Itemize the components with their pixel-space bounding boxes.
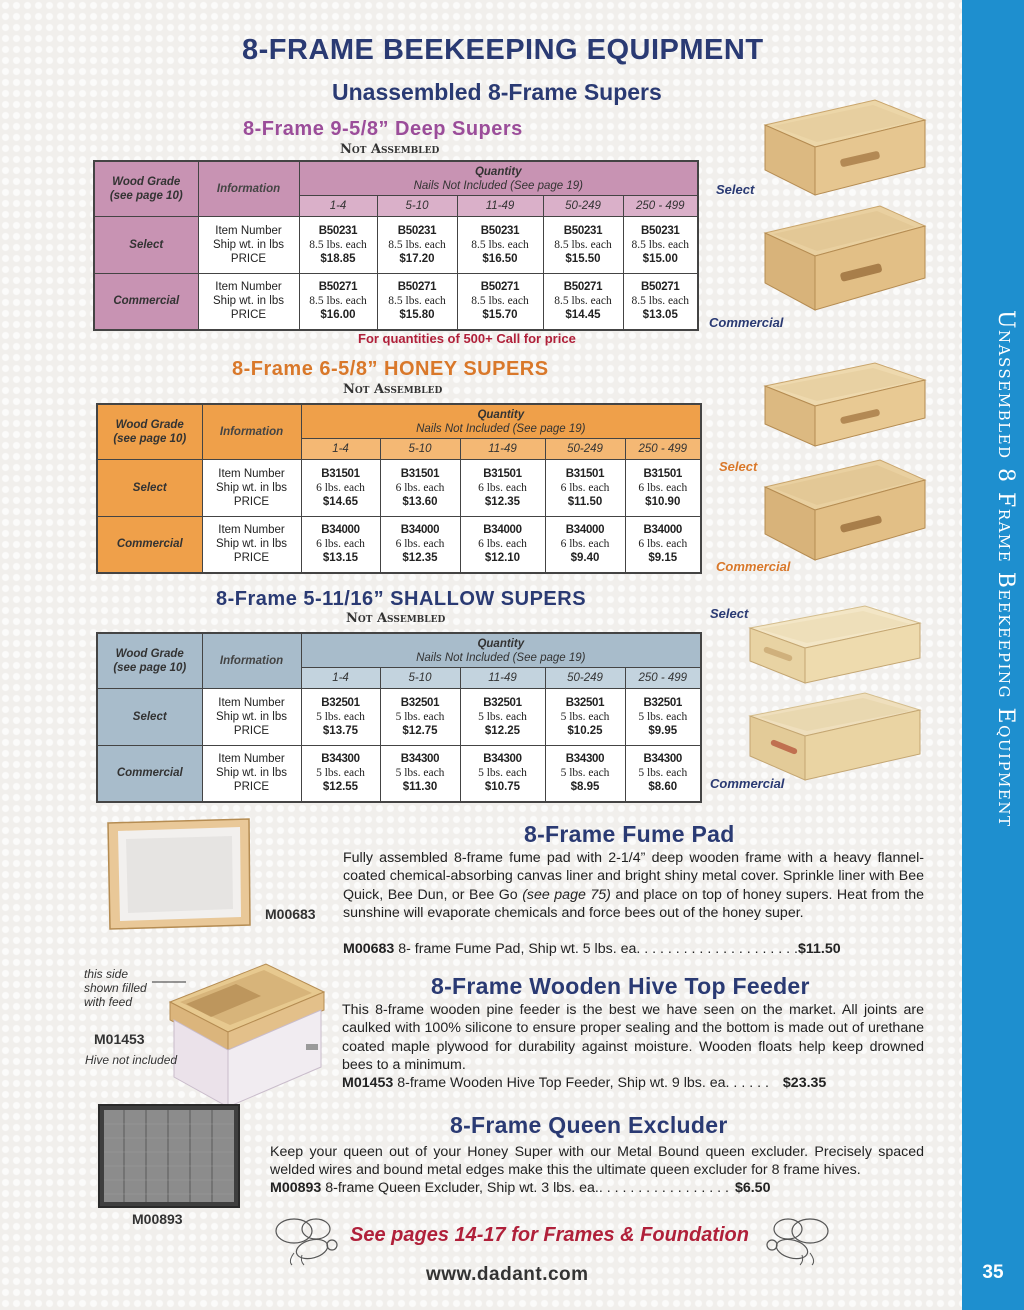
- feeder-description: This 8-frame wooden pine feeder is the best we have seen on the market. All joints are caulked with 100% silicone to ensure proper sealing and the bottom is made out of urethane coated maple plywood for durability against moisture. Wooden floats help keep drowned bees to a minimum.: [342, 1002, 924, 1074]
- qty-range: 250 - 499: [625, 439, 701, 460]
- deep-supers-table: [93, 160, 699, 331]
- price-cell: B50231 8.5 lbs. each $18.85: [299, 217, 377, 274]
- fume-pad-code: M00683: [265, 906, 316, 922]
- price-cell: B34300 5 lbs. each $11.30: [380, 745, 460, 802]
- pointer-arrow-icon: [150, 970, 190, 990]
- deep-supers-title: 8-Frame 9-5/8” Deep Supers: [243, 118, 523, 140]
- hive-top-feeder-image: [166, 962, 326, 1110]
- qty-range: 5-10: [380, 668, 460, 689]
- frames-foundation-banner: See pages 14-17 for Frames & Foundation: [350, 1224, 749, 1246]
- grade-commercial: Commercial: [97, 516, 202, 573]
- honey-super-select-image: [755, 358, 930, 453]
- honey-super-commercial-image: [755, 452, 930, 572]
- grade-select: Select: [97, 460, 202, 517]
- price-cell: B34000 6 lbs. each $12.10: [460, 516, 545, 573]
- page-number: 35: [982, 1262, 1004, 1283]
- shallow-super-select-image: [745, 603, 925, 693]
- price-cell: B32501 5 lbs. each $12.25: [460, 689, 545, 746]
- label-commercial-shallow: Commercial: [710, 776, 785, 791]
- qty-range: 1-4: [301, 439, 380, 460]
- excluder-description: Keep your queen out of your Honey Super with our Metal Bound queen excluder. Precisely spaced welded wires and bound metal edges make this the ultimate queen excluder for 8 frame hives.: [270, 1144, 924, 1179]
- price-cell: B50231 8.5 lbs. each $15.00: [623, 217, 698, 274]
- quantity-header: Quantity Nails Not Included (See page 19): [301, 633, 701, 668]
- shallow-not-assembled: Not Assembled: [346, 611, 446, 626]
- bee-icon: [752, 1215, 832, 1267]
- price-cell: B32501 5 lbs. each $10.25: [545, 689, 625, 746]
- honey-not-assembled: Not Assembled: [343, 382, 443, 397]
- qty-range: 50-249: [545, 668, 625, 689]
- price-cell: B50231 8.5 lbs. each $16.50: [457, 217, 543, 274]
- honey-supers-title: 8-Frame 6-5/8” HONEY SUPERS: [232, 358, 549, 380]
- info-cell: Item Number Ship wt. in lbs PRICE: [202, 745, 301, 802]
- wood-grade-header: Wood Grade (see page 10): [94, 161, 198, 217]
- qty-range: 11-49: [460, 439, 545, 460]
- quantity-header: Quantity Nails Not Included (See page 19): [301, 404, 701, 439]
- info-cell: Item Number Ship wt. in lbs PRICE: [198, 273, 299, 330]
- side-title: Unassembled 8 Frame Beekeeping Equipment: [993, 310, 1018, 828]
- price-cell: B50271 8.5 lbs. each $15.80: [377, 273, 457, 330]
- price-cell: B31501 6 lbs. each $12.35: [460, 460, 545, 517]
- price-cell: B50271 8.5 lbs. each $16.00: [299, 273, 377, 330]
- price-cell: B32501 5 lbs. each $12.75: [380, 689, 460, 746]
- feeder-code: M01453: [94, 1031, 145, 1047]
- qty-range: 250 - 499: [625, 668, 701, 689]
- price-cell: B34000 6 lbs. each $9.15: [625, 516, 701, 573]
- information-header: Information: [202, 633, 301, 689]
- wood-grade-header: Wood Grade (see page 10): [97, 633, 202, 689]
- quantity-header: Quantity Nails Not Included (See page 19): [299, 161, 698, 196]
- call-for-price-note: For quantities of 500+ Call for price: [358, 331, 576, 346]
- qty-range: 50-249: [543, 196, 623, 217]
- info-cell: Item Number Ship wt. in lbs PRICE: [198, 217, 299, 274]
- fume-pad-image: [104, 817, 254, 932]
- bee-icon: [272, 1215, 352, 1267]
- info-cell: Item Number Ship wt. in lbs PRICE: [202, 689, 301, 746]
- grade-select: Select: [94, 217, 198, 274]
- information-header: Information: [202, 404, 301, 460]
- qty-range: 5-10: [380, 439, 460, 460]
- grade-select: Select: [97, 689, 202, 746]
- deep-super-select-image: [755, 95, 930, 200]
- honey-supers-table: [96, 403, 702, 574]
- fume-pad-order-line: M00683 8- frame Fume Pad, Ship wt. 5 lbs. ea. . . . . . . . . . . . . . . . . . . . .$11.50: [343, 941, 841, 957]
- grade-commercial: Commercial: [97, 745, 202, 802]
- price-cell: B31501 6 lbs. each $10.90: [625, 460, 701, 517]
- label-select-honey: Select: [719, 459, 758, 474]
- price-cell: B50231 8.5 lbs. each $15.50: [543, 217, 623, 274]
- qty-range: 11-49: [460, 668, 545, 689]
- price-cell: B32501 5 lbs. each $13.75: [301, 689, 380, 746]
- qty-range: 250 - 499: [623, 196, 698, 217]
- price-cell: B31501 6 lbs. each $11.50: [545, 460, 625, 517]
- deep-super-commercial-image: [755, 198, 930, 318]
- page-title: 8-FRAME BEEKEEPING EQUIPMENT: [242, 34, 764, 66]
- price-cell: B34000 6 lbs. each $13.15: [301, 516, 380, 573]
- queen-excluder-image: [98, 1104, 240, 1208]
- deep-not-assembled: Not Assembled: [340, 142, 440, 157]
- fume-pad-title: 8-Frame Fume Pad: [524, 821, 735, 847]
- qty-range: 1-4: [299, 196, 377, 217]
- website-url: www.dadant.com: [426, 1264, 589, 1285]
- qty-range: 5-10: [377, 196, 457, 217]
- price-cell: B31501 6 lbs. each $13.60: [380, 460, 460, 517]
- fume-pad-description: Fully assembled 8-frame fume pad with 2-1/4” deep wooden frame with a heavy flannel-coated chemical-absorbing canvas liner and bright shiny metal cover. Sprinkle liner with Bee Quick, Bee Dun, or Bee Go (see page 75) and place on top of honey supers. Heat from the sunshine will evaporate chemicals and force bees out of the honey super.: [343, 850, 924, 922]
- feeder-side-note: this side shown filled with feed: [84, 967, 147, 1009]
- feeder-title: 8-Frame Wooden Hive Top Feeder: [431, 973, 810, 999]
- excluder-title: 8-Frame Queen Excluder: [450, 1112, 728, 1138]
- wood-grade-header: Wood Grade (see page 10): [97, 404, 202, 460]
- shallow-supers-table: [96, 632, 702, 803]
- qty-range: 1-4: [301, 668, 380, 689]
- page-subtitle: Unassembled 8-Frame Supers: [332, 79, 662, 105]
- price-cell: B32501 5 lbs. each $9.95: [625, 689, 701, 746]
- price-cell: B34000 6 lbs. each $12.35: [380, 516, 460, 573]
- excluder-order-line: M00893 8-frame Queen Excluder, Ship wt. 3 lbs. ea.. . . . . . . . . . . . . . . . . $6.50: [270, 1180, 771, 1196]
- label-select-deep: Select: [716, 182, 755, 197]
- price-cell: B34300 5 lbs. each $12.55: [301, 745, 380, 802]
- price-cell: B50271 8.5 lbs. each $13.05: [623, 273, 698, 330]
- price-cell: B50231 8.5 lbs. each $17.20: [377, 217, 457, 274]
- qty-range: 11-49: [457, 196, 543, 217]
- information-header: Information: [198, 161, 299, 217]
- price-cell: B50271 8.5 lbs. each $14.45: [543, 273, 623, 330]
- price-cell: B31501 6 lbs. each $14.65: [301, 460, 380, 517]
- price-cell: B34300 5 lbs. each $10.75: [460, 745, 545, 802]
- price-cell: B50271 8.5 lbs. each $15.70: [457, 273, 543, 330]
- info-cell: Item Number Ship wt. in lbs PRICE: [202, 460, 301, 517]
- qty-range: 50-249: [545, 439, 625, 460]
- shallow-supers-title: 8-Frame 5-11/16” SHALLOW SUPERS: [216, 588, 587, 610]
- excluder-code: M00893: [132, 1211, 183, 1227]
- label-commercial-deep: Commercial: [709, 315, 784, 330]
- price-cell: B34000 6 lbs. each $9.40: [545, 516, 625, 573]
- label-select-shallow: Select: [710, 606, 749, 621]
- price-cell: B34300 5 lbs. each $8.60: [625, 745, 701, 802]
- grade-commercial: Commercial: [94, 273, 198, 330]
- hive-not-included-note: Hive not included: [85, 1053, 178, 1067]
- info-cell: Item Number Ship wt. in lbs PRICE: [202, 516, 301, 573]
- price-cell: B34300 5 lbs. each $8.95: [545, 745, 625, 802]
- label-commercial-honey: Commercial: [716, 559, 791, 574]
- shallow-super-commercial-image: [745, 688, 925, 788]
- feeder-order-line: M01453 8-frame Wooden Hive Top Feeder, Ship wt. 9 lbs. ea. . . . . . $23.35: [342, 1075, 827, 1091]
